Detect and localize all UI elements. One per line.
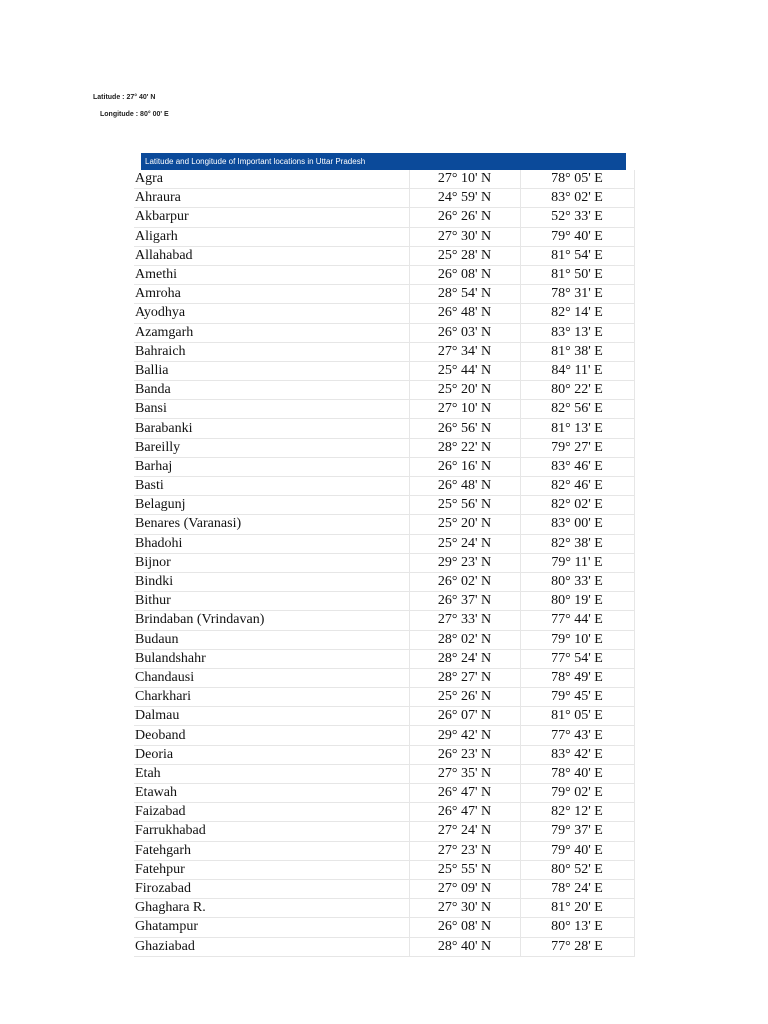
latitude-cell: 26° 47' N — [409, 803, 520, 822]
table-row — [134, 592, 634, 611]
longitude-cell: 82° 46' E — [520, 477, 634, 496]
longitude-cell: 81° 05' E — [520, 707, 634, 726]
latitude-cell: 28° 02' N — [409, 630, 520, 649]
longitude-cell: 83° 00' E — [520, 515, 634, 534]
location-name-cell: Ghaghara R. — [134, 899, 409, 918]
locations-table-container — [134, 153, 634, 957]
latitude-cell: 25° 44' N — [409, 361, 520, 380]
longitude-cell: 77° 44' E — [520, 611, 634, 630]
longitude-cell: 82° 56' E — [520, 400, 634, 419]
location-name-cell: Etawah — [134, 784, 409, 803]
location-name-cell: Bithur — [134, 592, 409, 611]
latitude-cell: 26° 23' N — [409, 745, 520, 764]
location-name-cell: Bulandshahr — [134, 649, 409, 668]
latitude-cell: 27° 10' N — [409, 170, 520, 189]
longitude-cell: 82° 12' E — [520, 803, 634, 822]
longitude-cell: 81° 13' E — [520, 419, 634, 438]
latitude-cell: 26° 48' N — [409, 304, 520, 323]
latitude-cell: 27° 34' N — [409, 342, 520, 361]
latitude-cell: 29° 23' N — [409, 553, 520, 572]
table-row — [134, 265, 634, 284]
location-name-cell: Ghaziabad — [134, 937, 409, 956]
latitude-cell: 27° 30' N — [409, 227, 520, 246]
location-name-cell: Farrukhabad — [134, 822, 409, 841]
latitude-cell: 24° 59' N — [409, 189, 520, 208]
longitude-cell: 78° 49' E — [520, 668, 634, 687]
location-name-cell: Amroha — [134, 285, 409, 304]
table-row — [134, 764, 634, 783]
longitude-cell: 79° 27' E — [520, 438, 634, 457]
latitude-cell: 28° 27' N — [409, 668, 520, 687]
latitude-cell: 26° 26' N — [409, 208, 520, 227]
latitude-cell: 26° 16' N — [409, 457, 520, 476]
location-name-cell: Fatehpur — [134, 860, 409, 879]
location-name-cell: Bareilly — [134, 438, 409, 457]
table-row — [134, 419, 634, 438]
latitude-cell: 27° 10' N — [409, 400, 520, 419]
latitude-cell: 25° 20' N — [409, 381, 520, 400]
location-name-cell: Bijnor — [134, 553, 409, 572]
table-row — [134, 879, 634, 898]
location-name-cell: Azamgarh — [134, 323, 409, 342]
location-name-cell: Akbarpur — [134, 208, 409, 227]
longitude-cell: 83° 42' E — [520, 745, 634, 764]
table-row — [134, 649, 634, 668]
table-row — [134, 688, 634, 707]
table-row — [134, 899, 634, 918]
latitude-cell: 28° 54' N — [409, 285, 520, 304]
table-row — [134, 246, 634, 265]
table-row — [134, 515, 634, 534]
latitude-cell: 28° 24' N — [409, 649, 520, 668]
longitude-cell: 82° 38' E — [520, 534, 634, 553]
latitude-line: Latitude : 27° 40' N — [93, 94, 156, 101]
longitude-cell: 81° 38' E — [520, 342, 634, 361]
latitude-cell: 26° 47' N — [409, 784, 520, 803]
latitude-cell: 25° 20' N — [409, 515, 520, 534]
location-name-cell: Charkhari — [134, 688, 409, 707]
latitude-cell: 25° 55' N — [409, 860, 520, 879]
latitude-cell: 26° 03' N — [409, 323, 520, 342]
table-row — [134, 860, 634, 879]
table-row — [134, 534, 634, 553]
location-name-cell: Bansi — [134, 400, 409, 419]
longitude-cell: 80° 52' E — [520, 860, 634, 879]
table-row — [134, 323, 634, 342]
table-row — [134, 745, 634, 764]
table-row — [134, 342, 634, 361]
longitude-cell: 77° 54' E — [520, 649, 634, 668]
latitude-cell: 25° 24' N — [409, 534, 520, 553]
latitude-cell: 27° 30' N — [409, 899, 520, 918]
table-body — [134, 170, 634, 956]
table-row — [134, 707, 634, 726]
location-name-cell: Budaun — [134, 630, 409, 649]
longitude-cell: 79° 10' E — [520, 630, 634, 649]
latitude-cell: 26° 08' N — [409, 918, 520, 937]
location-name-cell: Bhadohi — [134, 534, 409, 553]
longitude-cell: 78° 31' E — [520, 285, 634, 304]
longitude-cell: 81° 54' E — [520, 246, 634, 265]
table-row — [134, 822, 634, 841]
location-name-cell: Firozabad — [134, 879, 409, 898]
latitude-cell: 26° 48' N — [409, 477, 520, 496]
table-row — [134, 477, 634, 496]
latitude-cell: 26° 56' N — [409, 419, 520, 438]
latitude-cell: 29° 42' N — [409, 726, 520, 745]
longitude-cell: 81° 20' E — [520, 899, 634, 918]
table-row — [134, 496, 634, 515]
table-row — [134, 457, 634, 476]
table-row — [134, 189, 634, 208]
location-name-cell: Ayodhya — [134, 304, 409, 323]
latitude-cell: 25° 56' N — [409, 496, 520, 515]
longitude-cell: 77° 43' E — [520, 726, 634, 745]
location-name-cell: Aligarh — [134, 227, 409, 246]
table-row — [134, 841, 634, 860]
longitude-cell: 79° 40' E — [520, 227, 634, 246]
location-name-cell: Allahabad — [134, 246, 409, 265]
table-row — [134, 170, 634, 189]
longitude-cell: 80° 13' E — [520, 918, 634, 937]
latitude-cell: 27° 35' N — [409, 764, 520, 783]
longitude-cell: 77° 28' E — [520, 937, 634, 956]
table-row — [134, 918, 634, 937]
table-caption: Latitude and Longitude of Important locations in Uttar Pradesh — [141, 153, 626, 170]
longitude-cell: 82° 02' E — [520, 496, 634, 515]
location-name-cell: Dalmau — [134, 707, 409, 726]
longitude-cell: 78° 05' E — [520, 170, 634, 189]
location-name-cell: Chandausi — [134, 668, 409, 687]
table-row — [134, 438, 634, 457]
longitude-cell: 79° 37' E — [520, 822, 634, 841]
longitude-line: Longitude : 80° 00' E — [100, 111, 169, 118]
location-name-cell: Brindaban (Vrindavan) — [134, 611, 409, 630]
latitude-cell: 26° 02' N — [409, 572, 520, 591]
table-row — [134, 726, 634, 745]
table-row — [134, 937, 634, 956]
latitude-cell: 27° 24' N — [409, 822, 520, 841]
longitude-cell: 83° 46' E — [520, 457, 634, 476]
latitude-cell: 25° 28' N — [409, 246, 520, 265]
longitude-cell: 79° 40' E — [520, 841, 634, 860]
longitude-cell: 79° 11' E — [520, 553, 634, 572]
location-name-cell: Faizabad — [134, 803, 409, 822]
longitude-cell: 80° 33' E — [520, 572, 634, 591]
location-name-cell: Etah — [134, 764, 409, 783]
latitude-cell: 27° 09' N — [409, 879, 520, 898]
table-row — [134, 285, 634, 304]
longitude-cell: 84° 11' E — [520, 361, 634, 380]
longitude-cell: 80° 19' E — [520, 592, 634, 611]
latitude-cell: 28° 40' N — [409, 937, 520, 956]
table-row — [134, 553, 634, 572]
table-row — [134, 668, 634, 687]
longitude-cell: 83° 02' E — [520, 189, 634, 208]
location-name-cell: Benares (Varanasi) — [134, 515, 409, 534]
longitude-cell: 78° 40' E — [520, 764, 634, 783]
longitude-cell: 79° 45' E — [520, 688, 634, 707]
table-row — [134, 611, 634, 630]
latitude-cell: 28° 22' N — [409, 438, 520, 457]
longitude-cell: 52° 33' E — [520, 208, 634, 227]
longitude-cell: 83° 13' E — [520, 323, 634, 342]
longitude-cell: 81° 50' E — [520, 265, 634, 284]
latitude-cell: 25° 26' N — [409, 688, 520, 707]
table-row — [134, 572, 634, 591]
latitude-cell: 27° 33' N — [409, 611, 520, 630]
locations-table — [134, 170, 635, 957]
location-name-cell: Agra — [134, 170, 409, 189]
latitude-cell: 26° 08' N — [409, 265, 520, 284]
location-name-cell: Ahraura — [134, 189, 409, 208]
latitude-cell: 26° 07' N — [409, 707, 520, 726]
longitude-cell: 80° 22' E — [520, 381, 634, 400]
latitude-cell: 26° 37' N — [409, 592, 520, 611]
longitude-cell: 82° 14' E — [520, 304, 634, 323]
table-row — [134, 400, 634, 419]
location-name-cell: Barhaj — [134, 457, 409, 476]
location-name-cell: Banda — [134, 381, 409, 400]
location-name-cell: Ghatampur — [134, 918, 409, 937]
table-row — [134, 208, 634, 227]
location-name-cell: Barabanki — [134, 419, 409, 438]
table-row — [134, 630, 634, 649]
location-name-cell: Belagunj — [134, 496, 409, 515]
latitude-cell: 27° 23' N — [409, 841, 520, 860]
table-row — [134, 784, 634, 803]
longitude-cell: 78° 24' E — [520, 879, 634, 898]
table-row — [134, 361, 634, 380]
location-name-cell: Bindki — [134, 572, 409, 591]
location-name-cell: Amethi — [134, 265, 409, 284]
location-name-cell: Bahraich — [134, 342, 409, 361]
location-name-cell: Deoband — [134, 726, 409, 745]
table-row — [134, 227, 634, 246]
location-name-cell: Fatehgarh — [134, 841, 409, 860]
table-row — [134, 803, 634, 822]
table-row — [134, 381, 634, 400]
location-name-cell: Basti — [134, 477, 409, 496]
location-name-cell: Ballia — [134, 361, 409, 380]
longitude-cell: 79° 02' E — [520, 784, 634, 803]
table-row — [134, 304, 634, 323]
location-name-cell: Deoria — [134, 745, 409, 764]
